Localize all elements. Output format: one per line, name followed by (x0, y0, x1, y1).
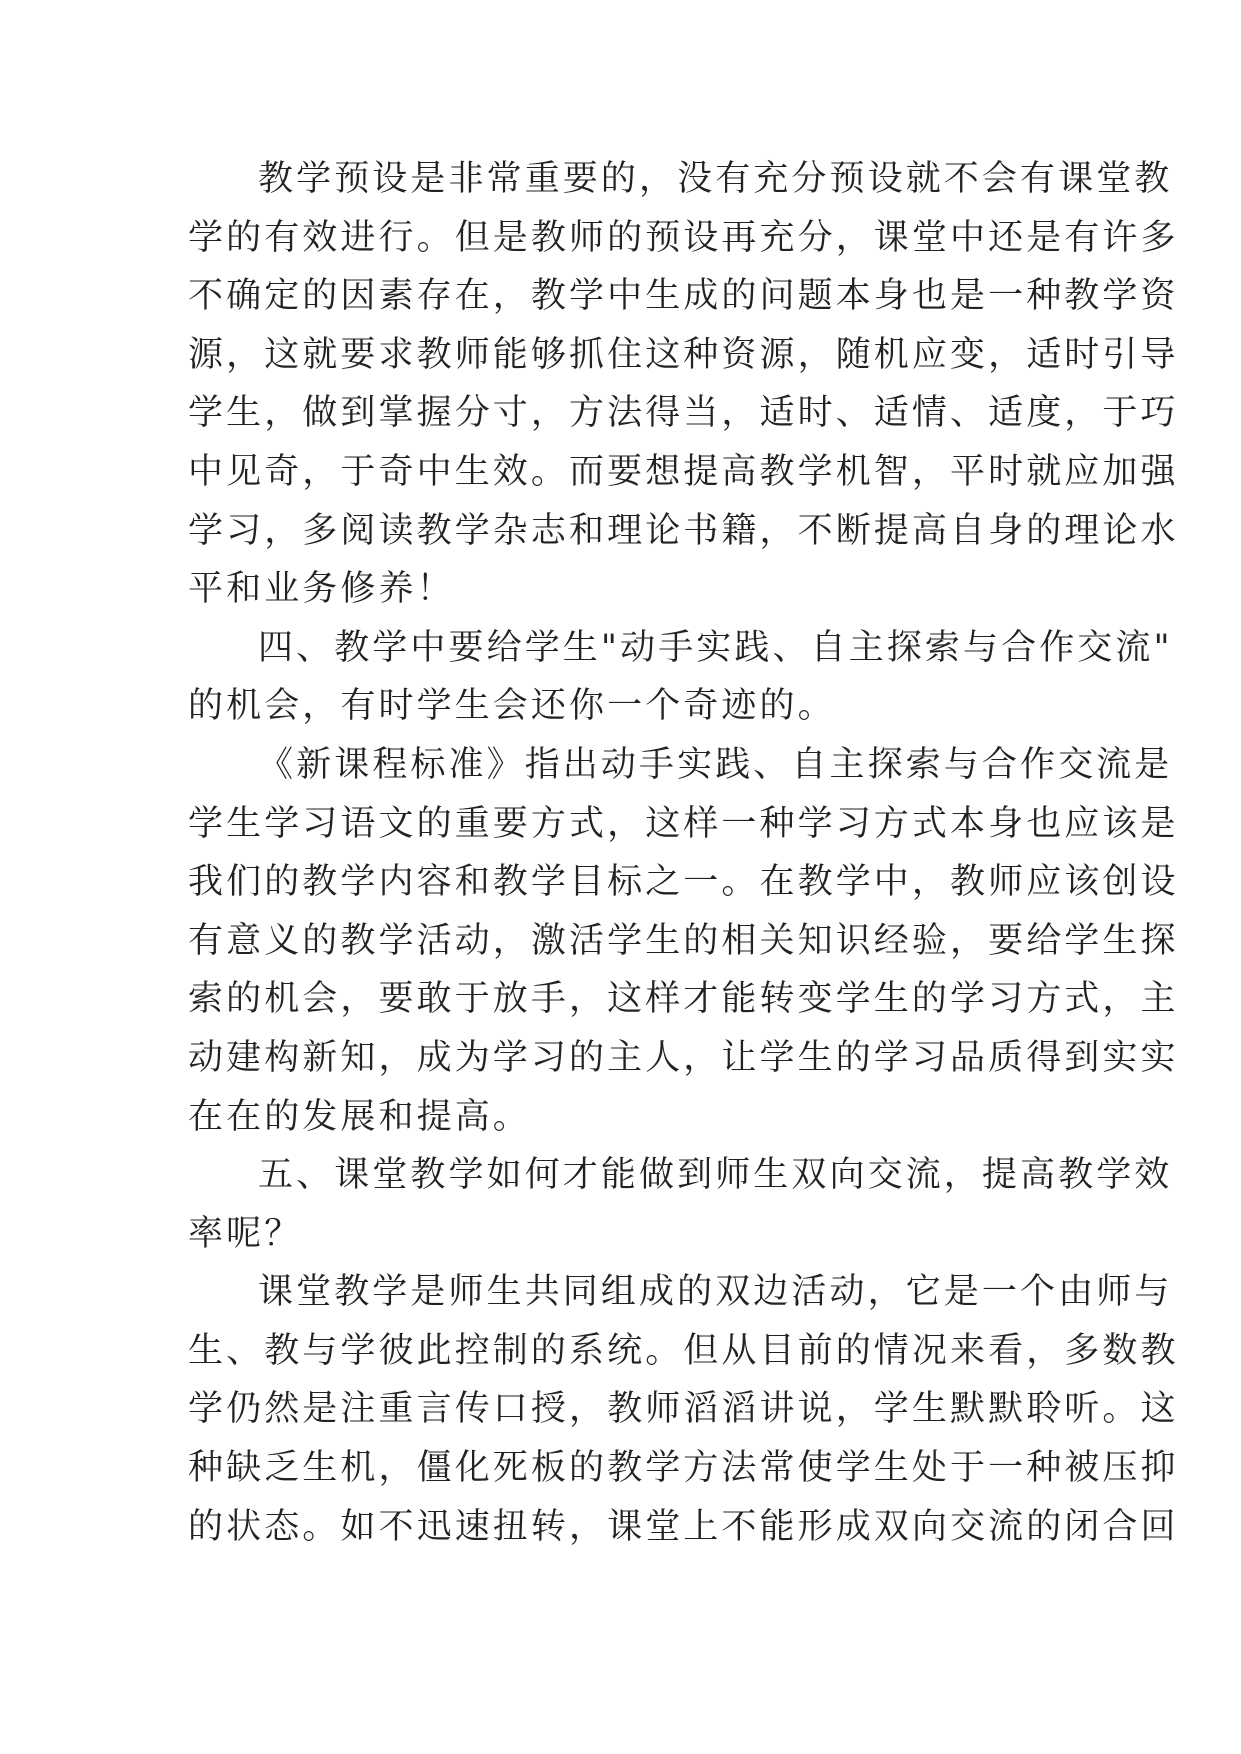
text-line: 学的有效进行。但是教师的预设再充分，课堂中还是有许多 (188, 217, 1179, 258)
text-line: 生、教与学彼此控制的系统。但从目前的情况来看，多数教 (188, 1330, 1179, 1371)
document-body (188, 150, 1179, 1556)
section-heading (188, 619, 1173, 736)
paragraph (188, 150, 1179, 619)
text-line: 的机会，有时学生会还你一个奇迹的。 (188, 686, 836, 727)
text-line: 有意义的教学活动，激活学生的相关知识经验，要给学生探 (188, 920, 1179, 961)
text-line: 不确定的因素存在，教学中生成的问题本身也是一种教学资 (188, 276, 1179, 317)
paragraph (188, 736, 1179, 1146)
text-line: 中见奇，于奇中生效。而要想提高教学机智，平时就应加强 (188, 451, 1179, 492)
text-line: 源，这就要求教师能够抓住这种资源，随机应变，适时引导 (188, 334, 1179, 375)
text-line: 在在的发展和提高。 (188, 1096, 531, 1137)
text-line: 课堂教学是师生共同组成的双边活动，它是一个由师与 (258, 1272, 1173, 1313)
text-line: 五、课堂教学如何才能做到师生双向交流，提高教学效 (258, 1155, 1173, 1196)
text-line: 学仍然是注重言传口授，教师滔滔讲说，学生默默聆听。这 (188, 1389, 1179, 1430)
text-line: 率呢？ (188, 1213, 303, 1254)
text-line: 索的机会，要敢于放手，这样才能转变学生的学习方式，主 (188, 979, 1179, 1020)
text-line: 学生学习语文的重要方式，这样一种学习方式本身也应该是 (188, 803, 1179, 844)
text-line: 的状态。如不迅速扭转，课堂上不能形成双向交流的闭合回 (188, 1506, 1179, 1547)
text-line: 教学预设是非常重要的，没有充分预设就不会有课堂教 (258, 159, 1173, 199)
text-line: 四、教学中要给学生"动手实践、自主探索与合作交流" (258, 627, 1173, 668)
section-heading (188, 1146, 1173, 1263)
text-line: 《新课程标准》指出动手实践、自主探索与合作交流是 (258, 744, 1173, 785)
text-line: 平和业务修养！ (188, 569, 455, 610)
text-line: 动建构新知，成为学习的主人，让学生的学习品质得到实实 (188, 1037, 1179, 1078)
paragraph (188, 1263, 1179, 1556)
text-line: 学生，做到掌握分寸，方法得当，适时、适情、适度，于巧 (188, 393, 1179, 434)
text-line: 学习，多阅读教学杂志和理论书籍，不断提高自身的理论水 (188, 510, 1179, 551)
text-line: 我们的教学内容和教学目标之一。在教学中，教师应该创设 (188, 862, 1179, 903)
text-line: 种缺乏生机，僵化死板的教学方法常使学生处于一种被压抑 (188, 1448, 1179, 1489)
